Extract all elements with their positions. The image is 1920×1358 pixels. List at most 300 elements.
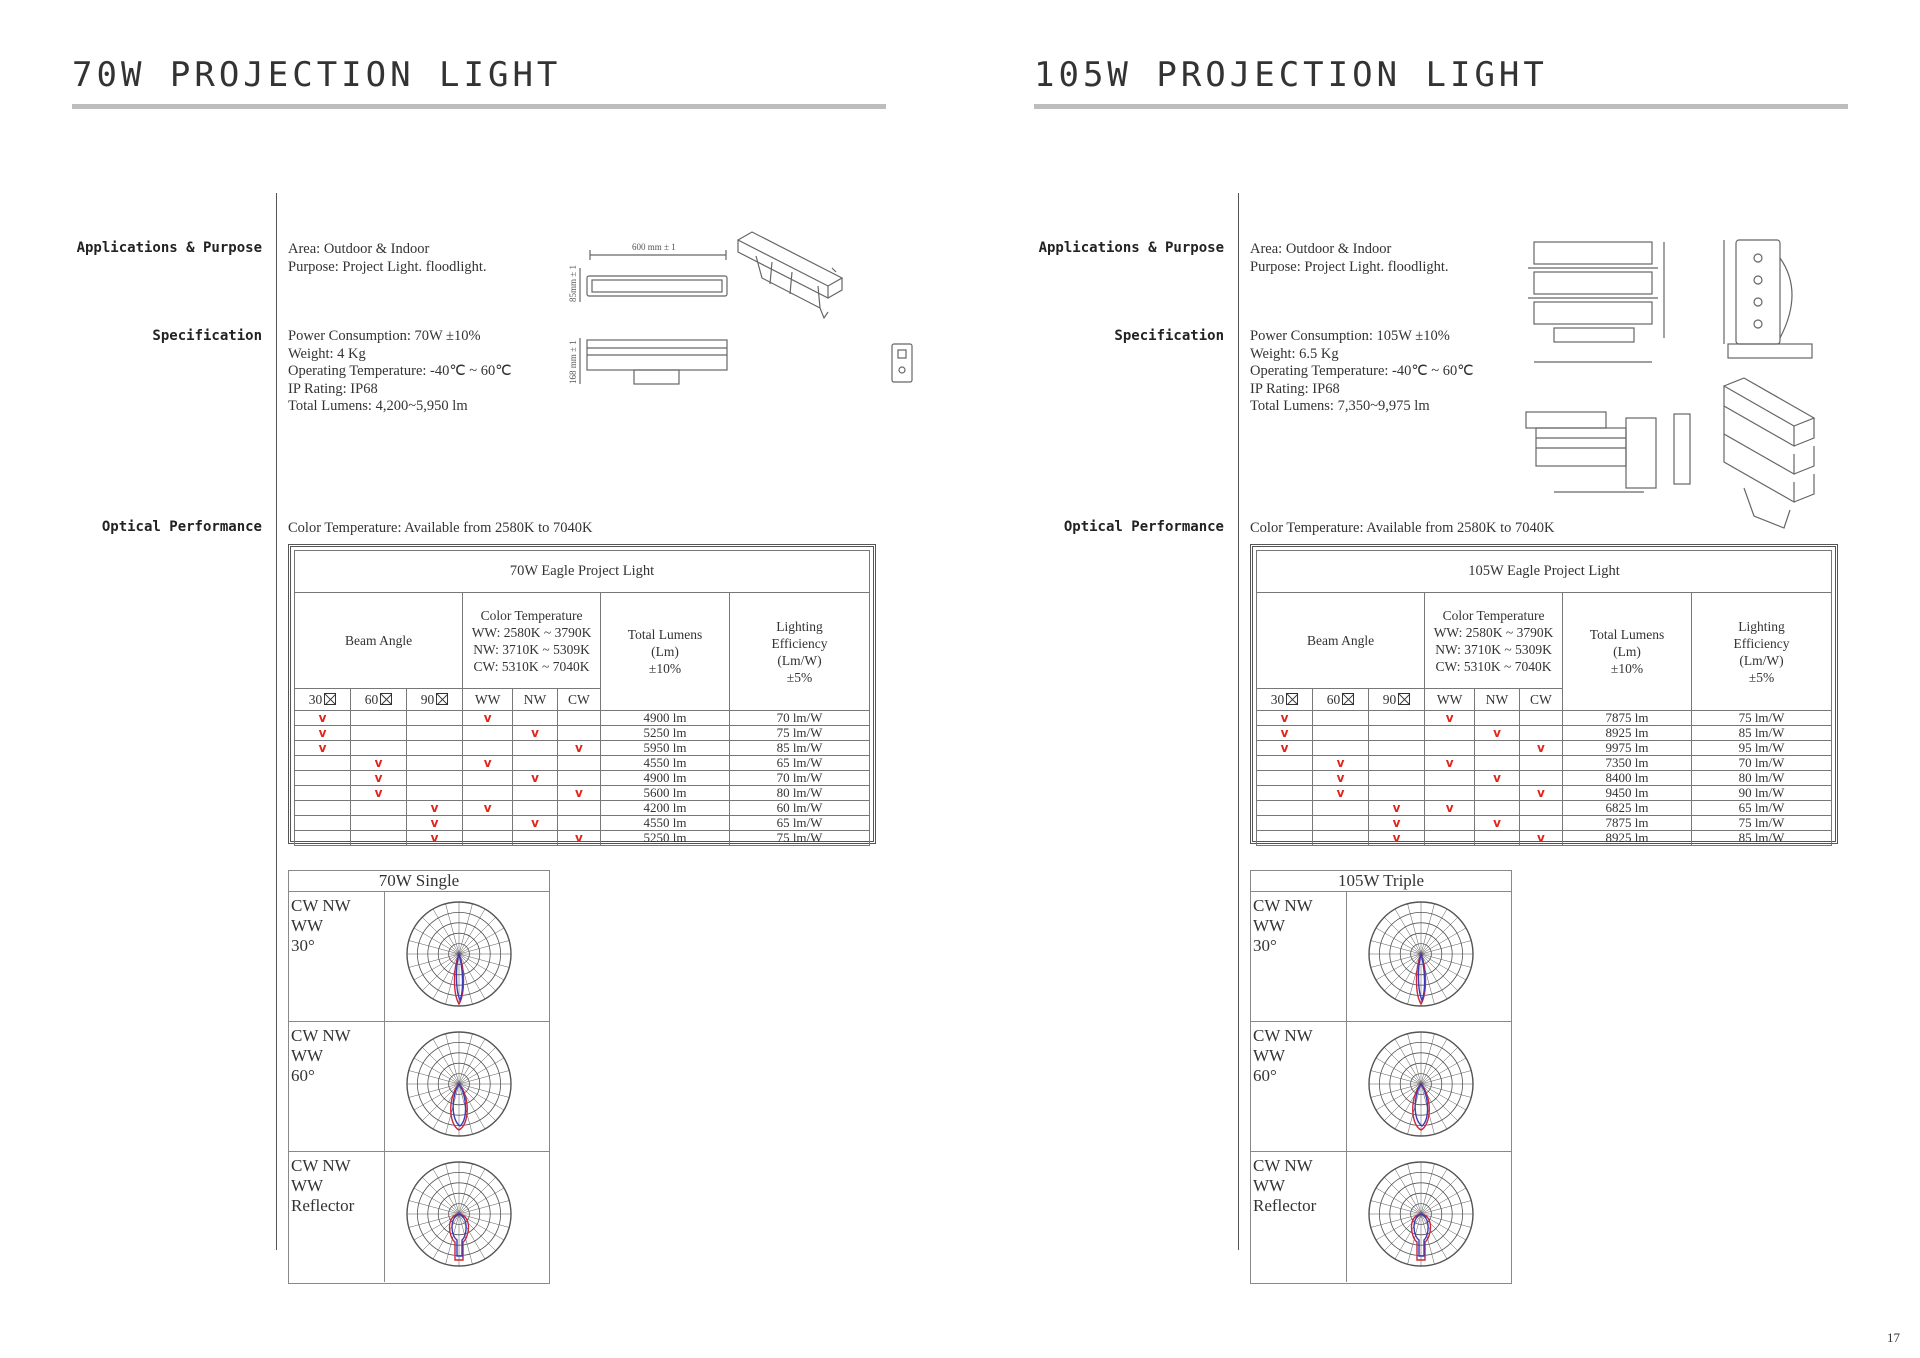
table-row — [295, 711, 870, 726]
check-cell — [463, 831, 513, 846]
check-cell — [513, 726, 558, 741]
table-row — [1257, 741, 1832, 756]
table-row — [1257, 831, 1832, 846]
check-cell — [463, 801, 513, 816]
check-cell — [1257, 756, 1313, 771]
table-row — [295, 831, 870, 846]
check-mark: v — [1445, 756, 1454, 770]
check-mark: v — [575, 831, 583, 845]
check-cell — [557, 831, 600, 846]
label-specification: Specification — [152, 328, 262, 344]
check-mark: v — [1392, 831, 1401, 845]
efficiency-cell: 70 lm/W — [730, 711, 870, 726]
efficiency-cell: 75 lm/W — [1692, 711, 1832, 726]
sub-header-30: 30 — [1257, 689, 1313, 711]
label-applications: Applications & Purpose — [76, 240, 262, 256]
lumens-cell: 5950 lm — [601, 741, 730, 756]
efficiency-cell: 60 lm/W — [730, 801, 870, 816]
check-cell — [1475, 786, 1520, 801]
check-cell — [513, 801, 558, 816]
applications-text — [288, 241, 487, 276]
spec-line: Operating Temperature: -40℃ ~ 60℃ — [1250, 363, 1474, 379]
check-cell — [1519, 816, 1562, 831]
check-cell — [351, 711, 407, 726]
check-cell — [351, 741, 407, 756]
polar-row-label — [1253, 896, 1345, 956]
header-line: WW: 2580K ~ 3790K — [1433, 624, 1554, 640]
table-row — [295, 726, 870, 741]
spec-line: Total Lumens: 4,200~5,950 lm — [288, 398, 468, 414]
check-cell — [463, 726, 513, 741]
sub-header-nw: NW — [513, 689, 558, 711]
check-mark: v — [430, 831, 439, 845]
section-divider — [276, 193, 277, 1250]
header-line: Color Temperature — [1442, 607, 1545, 623]
check-cell — [407, 756, 463, 771]
applications-text — [1250, 241, 1449, 276]
page-title: 70W PROJECTION LIGHT — [72, 55, 562, 95]
color-temp-header — [1425, 593, 1563, 689]
header-line: (Lm) — [651, 644, 679, 659]
check-cell — [1475, 801, 1520, 816]
check-cell — [513, 741, 558, 756]
check-cell — [351, 801, 407, 816]
title-rule — [72, 104, 886, 109]
header-line: Total Lumens — [627, 627, 703, 642]
header-line: Total Lumens — [1589, 627, 1665, 642]
table-row — [295, 771, 870, 786]
check-cell — [1425, 831, 1475, 846]
check-cell — [463, 711, 513, 726]
polar-row-label — [1253, 1156, 1345, 1216]
check-cell — [1519, 831, 1562, 846]
color-temp-header — [463, 593, 601, 689]
polar-row — [1251, 1022, 1511, 1152]
spec-line: Weight: 6.5 Kg — [1250, 345, 1339, 362]
header-line: CW: 5310K ~ 7040K — [473, 658, 590, 674]
check-cell — [407, 771, 463, 786]
check-cell — [1257, 741, 1313, 756]
check-mark: v — [374, 771, 383, 785]
check-cell — [463, 756, 513, 771]
polar-row-label — [1253, 1026, 1345, 1086]
efficiency-header — [730, 593, 870, 711]
check-cell — [1475, 771, 1520, 786]
check-cell — [557, 741, 600, 756]
table-row — [1257, 771, 1832, 786]
check-cell — [1475, 816, 1520, 831]
check-mark: v — [1280, 741, 1289, 755]
polar-table-title: 70W Single — [289, 871, 549, 892]
check-mark: v — [1336, 786, 1345, 800]
beam-angle-header: Beam Angle — [1257, 593, 1425, 689]
check-cell — [513, 756, 558, 771]
check-cell — [1519, 756, 1562, 771]
efficiency-cell: 80 lm/W — [730, 786, 870, 801]
check-cell — [513, 786, 558, 801]
check-mark: v — [1392, 801, 1401, 815]
check-cell — [1313, 741, 1369, 756]
check-cell — [1369, 771, 1425, 786]
label-applications: Applications & Purpose — [1038, 240, 1224, 256]
table-row — [295, 756, 870, 771]
header-line: ±5% — [786, 669, 813, 685]
lumens-cell: 8400 lm — [1563, 771, 1692, 786]
check-mark: v — [318, 741, 327, 755]
efficiency-cell: 75 lm/W — [730, 831, 870, 846]
check-cell — [295, 771, 351, 786]
check-mark: v — [575, 786, 583, 800]
check-cell — [1369, 756, 1425, 771]
spec-line: Total Lumens: 7,350~9,975 lm — [1250, 398, 1430, 414]
check-cell — [295, 741, 351, 756]
check-cell — [1313, 816, 1369, 831]
header-line: ±10% — [1610, 661, 1644, 676]
table-row — [295, 801, 870, 816]
check-cell — [295, 831, 351, 846]
table-row — [1257, 816, 1832, 831]
efficiency-cell: 80 lm/W — [1692, 771, 1832, 786]
check-cell — [295, 711, 351, 726]
polar-label-line: 30° — [1253, 936, 1277, 955]
check-cell — [1475, 831, 1520, 846]
check-cell — [1313, 786, 1369, 801]
header-line: Lighting — [776, 618, 823, 634]
check-cell — [1519, 786, 1562, 801]
polar-label-line: CW NW WW — [291, 1026, 351, 1065]
spec-table-70w — [288, 544, 876, 844]
check-cell — [1519, 741, 1562, 756]
lumens-cell: 4900 lm — [601, 711, 730, 726]
polar-label-line: CW NW WW — [1253, 896, 1313, 935]
dim-height-label: 85mm ± 1 — [568, 265, 578, 302]
color-temp-text: Color Temperature: Available from 2580K to 7040K — [1250, 520, 1555, 536]
check-cell — [1475, 756, 1520, 771]
check-cell — [1475, 726, 1520, 741]
color-temp-text: Color Temperature: Available from 2580K to 7040K — [288, 520, 593, 536]
check-cell — [351, 726, 407, 741]
polar-distribution-diagram — [1361, 1156, 1491, 1280]
check-cell — [295, 786, 351, 801]
product-drawing-70w — [542, 228, 972, 398]
polar-label-line: Reflector — [291, 1196, 355, 1215]
polar-row — [1251, 892, 1511, 1022]
check-mark: v — [483, 801, 492, 815]
check-cell — [1313, 726, 1369, 741]
check-mark: v — [483, 711, 492, 725]
check-cell — [557, 816, 600, 831]
check-cell — [1519, 801, 1562, 816]
polar-table-title: 105W Triple — [1251, 871, 1511, 892]
check-mark: v — [1280, 711, 1289, 725]
check-cell — [407, 801, 463, 816]
table-row — [1257, 726, 1832, 741]
check-cell — [407, 831, 463, 846]
polar-label-line: CW NW WW — [1253, 1156, 1313, 1195]
header-line: Efficiency — [771, 635, 828, 651]
efficiency-cell: 70 lm/W — [730, 771, 870, 786]
check-cell — [1369, 801, 1425, 816]
check-cell — [513, 771, 558, 786]
check-cell — [1519, 711, 1562, 726]
polar-distribution-diagram — [1361, 896, 1491, 1020]
lumens-cell: 6825 lm — [1563, 801, 1692, 816]
efficiency-cell: 65 lm/W — [1692, 801, 1832, 816]
sub-header-cw: CW — [1519, 689, 1562, 711]
page-title: 105W PROJECTION LIGHT — [1034, 55, 1548, 95]
table-row — [295, 786, 870, 801]
header-line: (Lm/W) — [1739, 652, 1784, 668]
table-row — [1257, 801, 1832, 816]
check-cell — [1425, 786, 1475, 801]
check-mark: v — [531, 816, 539, 830]
check-cell — [1425, 801, 1475, 816]
polar-label-line: 30° — [291, 936, 315, 955]
header-line: Color Temperature — [480, 607, 583, 623]
area-text: Area: Outdoor & Indoor — [288, 241, 430, 257]
polar-label-line: CW NW WW — [291, 1156, 351, 1195]
check-cell — [1425, 756, 1475, 771]
spec-line: Weight: 4 Kg — [288, 345, 366, 362]
header-line: ±5% — [1748, 669, 1775, 685]
check-cell — [407, 711, 463, 726]
purpose-text: Purpose: Project Light. floodlight. — [1250, 258, 1449, 275]
check-cell — [295, 801, 351, 816]
polar-row-label — [291, 896, 383, 956]
polar-distribution-diagram — [399, 896, 529, 1020]
spec-table — [1256, 550, 1832, 846]
lumens-cell: 5600 lm — [601, 786, 730, 801]
check-cell — [351, 771, 407, 786]
check-mark: v — [318, 711, 327, 725]
dim-depth-label: 168 mm ± 1 — [568, 340, 578, 384]
sub-header-nw: NW — [1475, 689, 1520, 711]
check-cell — [351, 756, 407, 771]
polar-row — [289, 892, 549, 1022]
lumens-header — [601, 593, 730, 711]
check-cell — [1369, 741, 1425, 756]
check-cell — [1369, 786, 1425, 801]
header-line: NW: 3710K ~ 5309K — [1435, 641, 1552, 657]
check-cell — [557, 786, 600, 801]
check-cell — [1257, 711, 1313, 726]
lumens-cell: 9975 lm — [1563, 741, 1692, 756]
check-cell — [1425, 741, 1475, 756]
check-mark: v — [374, 756, 383, 770]
check-cell — [1475, 711, 1520, 726]
header-line: Efficiency — [1733, 635, 1790, 651]
check-cell — [1257, 786, 1313, 801]
lumens-cell: 4200 lm — [601, 801, 730, 816]
check-cell — [557, 801, 600, 816]
spec-line: Power Consumption: 70W ±10% — [288, 328, 481, 344]
check-cell — [351, 831, 407, 846]
header-line: NW: 3710K ~ 5309K — [473, 641, 590, 657]
check-cell — [1257, 801, 1313, 816]
check-cell — [1425, 726, 1475, 741]
header-line: (Lm/W) — [777, 652, 822, 668]
efficiency-cell: 90 lm/W — [1692, 786, 1832, 801]
check-cell — [1369, 831, 1425, 846]
efficiency-cell: 85 lm/W — [730, 741, 870, 756]
section-divider — [1238, 193, 1239, 1250]
efficiency-cell: 70 lm/W — [1692, 756, 1832, 771]
lumens-cell: 8925 lm — [1563, 726, 1692, 741]
sub-header-cw: CW — [557, 689, 600, 711]
check-cell — [463, 816, 513, 831]
check-cell — [295, 756, 351, 771]
check-cell — [1519, 726, 1562, 741]
lumens-cell: 5250 lm — [601, 831, 730, 846]
check-cell — [1257, 816, 1313, 831]
polar-label-line: CW NW WW — [291, 896, 351, 935]
spec-line: IP Rating: IP68 — [288, 380, 378, 397]
polar-row-label — [291, 1026, 383, 1086]
table-row — [295, 741, 870, 756]
polar-row — [289, 1022, 549, 1152]
efficiency-cell: 85 lm/W — [1692, 831, 1832, 846]
table-row — [295, 816, 870, 831]
check-cell — [1257, 726, 1313, 741]
spec-table-105w — [1250, 544, 1838, 844]
lumens-header — [1563, 593, 1692, 711]
product-drawing-105w — [1514, 228, 1890, 533]
polar-chart-table-70w — [288, 870, 550, 1284]
check-cell — [407, 816, 463, 831]
check-cell — [1313, 801, 1369, 816]
page-number: 17 — [1887, 1330, 1900, 1345]
check-cell — [1425, 771, 1475, 786]
purpose-text: Purpose: Project Light. floodlight. — [288, 258, 487, 275]
check-cell — [463, 771, 513, 786]
check-cell — [1313, 771, 1369, 786]
check-mark: v — [1493, 816, 1501, 830]
check-cell — [407, 726, 463, 741]
check-cell — [513, 831, 558, 846]
check-mark: v — [1493, 771, 1501, 785]
table-caption: 105W Eagle Project Light — [1257, 551, 1832, 593]
lumens-cell: 5250 lm — [601, 726, 730, 741]
efficiency-cell: 65 lm/W — [730, 816, 870, 831]
check-cell — [463, 786, 513, 801]
check-mark: v — [531, 771, 539, 785]
check-cell — [1369, 726, 1425, 741]
check-cell — [1475, 741, 1520, 756]
polar-label-line: CW NW WW — [1253, 1026, 1313, 1065]
check-cell — [1369, 816, 1425, 831]
spec-table — [294, 550, 870, 846]
check-mark: v — [1537, 786, 1545, 800]
check-mark: v — [430, 816, 439, 830]
check-cell — [1257, 771, 1313, 786]
left-page — [72, 0, 972, 1358]
check-mark: v — [531, 726, 539, 740]
check-cell — [1313, 711, 1369, 726]
efficiency-cell: 85 lm/W — [1692, 726, 1832, 741]
lumens-cell: 4550 lm — [601, 816, 730, 831]
label-specification: Specification — [1114, 328, 1224, 344]
check-cell — [295, 816, 351, 831]
table-row — [1257, 711, 1832, 726]
check-mark: v — [430, 801, 439, 815]
polar-row — [289, 1152, 549, 1282]
check-mark: v — [318, 726, 327, 740]
check-cell — [513, 711, 558, 726]
polar-label-line: Reflector — [1253, 1196, 1317, 1215]
check-cell — [351, 816, 407, 831]
efficiency-header — [1692, 593, 1832, 711]
label-optical: Optical Performance — [1063, 519, 1224, 535]
dim-length-label: 600 mm ± 1 — [632, 242, 676, 252]
header-line: WW: 2580K ~ 3790K — [471, 624, 592, 640]
sub-header-60: 60 — [351, 689, 407, 711]
polar-label-line: 60° — [291, 1066, 315, 1085]
header-line: CW: 5310K ~ 7040K — [1435, 658, 1552, 674]
header-line: Lighting — [1738, 618, 1785, 634]
spec-line: Power Consumption: 105W ±10% — [1250, 328, 1450, 344]
check-mark: v — [1537, 741, 1545, 755]
lumens-cell: 4550 lm — [601, 756, 730, 771]
lumens-cell: 9450 lm — [1563, 786, 1692, 801]
sub-header-ww: WW — [463, 689, 513, 711]
check-cell — [1519, 771, 1562, 786]
check-cell — [557, 711, 600, 726]
check-cell — [1369, 711, 1425, 726]
spec-line: Operating Temperature: -40℃ ~ 60℃ — [288, 363, 512, 379]
header-line: ±10% — [648, 661, 682, 676]
table-caption: 70W Eagle Project Light — [295, 551, 870, 593]
label-optical: Optical Performance — [101, 519, 262, 535]
check-mark: v — [374, 786, 383, 800]
polar-label-line: 60° — [1253, 1066, 1277, 1085]
check-mark: v — [1336, 756, 1345, 770]
check-cell — [557, 771, 600, 786]
sub-header-90: 90 — [407, 689, 463, 711]
polar-row — [1251, 1152, 1511, 1282]
check-cell — [557, 756, 600, 771]
polar-distribution-diagram — [1361, 1026, 1491, 1150]
sub-header-90: 90 — [1369, 689, 1425, 711]
header-line: (Lm) — [1613, 644, 1641, 659]
area-text: Area: Outdoor & Indoor — [1250, 241, 1392, 257]
check-cell — [513, 816, 558, 831]
polar-distribution-diagram — [399, 1026, 529, 1150]
polar-distribution-diagram — [399, 1156, 529, 1280]
polar-chart-table-105w — [1250, 870, 1512, 1284]
check-cell — [1425, 711, 1475, 726]
table-row — [1257, 756, 1832, 771]
check-cell — [295, 726, 351, 741]
lumens-cell: 7350 lm — [1563, 756, 1692, 771]
spec-line: IP Rating: IP68 — [1250, 380, 1340, 397]
check-mark: v — [1392, 816, 1401, 830]
beam-angle-header: Beam Angle — [295, 593, 463, 689]
sub-header-ww: WW — [1425, 689, 1475, 711]
lumens-cell: 8925 lm — [1563, 831, 1692, 846]
sub-header-60: 60 — [1313, 689, 1369, 711]
efficiency-cell: 75 lm/W — [730, 726, 870, 741]
check-cell — [463, 741, 513, 756]
check-cell — [407, 786, 463, 801]
efficiency-cell: 65 lm/W — [730, 756, 870, 771]
check-mark: v — [1537, 831, 1545, 845]
polar-row-label — [291, 1156, 383, 1216]
check-mark: v — [575, 741, 583, 755]
check-cell — [1257, 831, 1313, 846]
table-row — [1257, 786, 1832, 801]
check-mark: v — [1336, 771, 1345, 785]
sub-header-30: 30 — [295, 689, 351, 711]
